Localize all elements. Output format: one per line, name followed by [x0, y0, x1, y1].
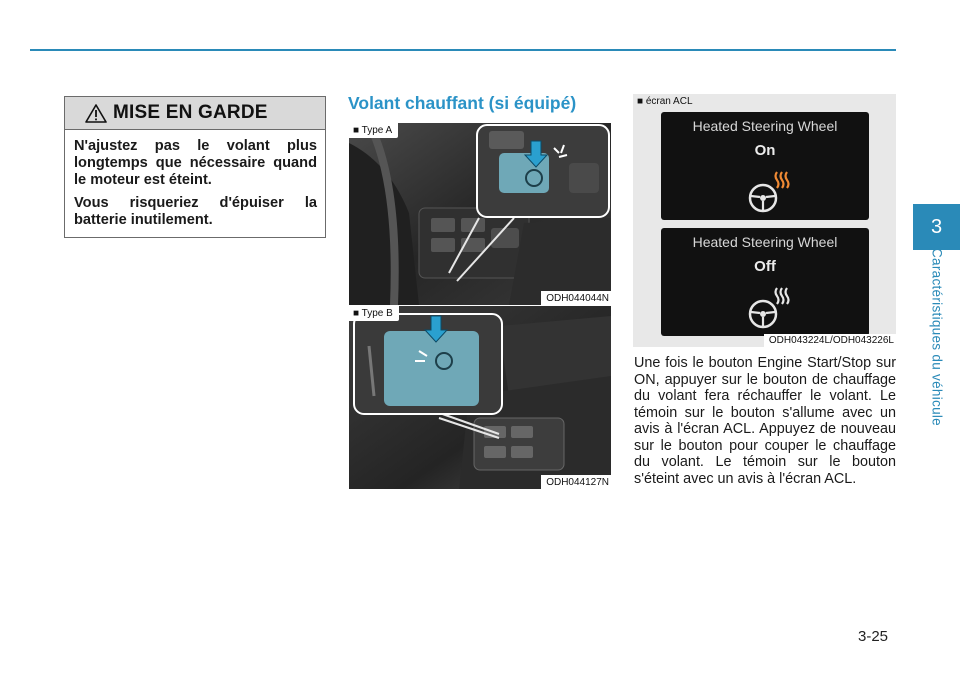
- header-rule: [30, 49, 896, 51]
- type-b-tag: ■ Type B: [349, 306, 399, 321]
- warning-title: MISE EN GARDE: [113, 102, 268, 123]
- warning-paragraph-2: Vous risqueriez d'épuiser la batterie inutilement.: [74, 195, 317, 228]
- lcd-state-off: Off: [754, 258, 776, 275]
- warning-box: [64, 96, 326, 238]
- warning-body: [65, 130, 325, 229]
- lcd-code: ODH043224L/ODH043226L: [764, 334, 896, 347]
- page-number: 3-25: [858, 628, 889, 645]
- lcd-state-on: On: [754, 142, 776, 159]
- section-title: Volant chauffant (si équipé): [348, 93, 577, 113]
- lcd-title-off: Heated Steering Wheel: [692, 234, 838, 250]
- photo-type-b: [349, 306, 611, 489]
- lcd-tag: ■ écran ACL: [637, 96, 693, 107]
- lcd-title-on: Heated Steering Wheel: [692, 118, 838, 134]
- heated-steering-on-icon: [747, 170, 791, 214]
- warning-paragraph-1: N'ajustez pas le volant plus longtemps que nécessaire quand le moteur est éteint.: [74, 138, 317, 188]
- chapter-label: Caractéristiques du véhicule: [929, 248, 945, 426]
- lcd-screen-on: [661, 112, 869, 220]
- warning-header: [65, 97, 325, 130]
- type-a-code: ODH044044N: [541, 291, 611, 305]
- type-b-code: ODH044127N: [541, 475, 611, 489]
- console-photo-a: [349, 123, 611, 305]
- heated-steering-off-icon: [747, 286, 791, 330]
- warning-triangle-icon: [85, 104, 107, 123]
- console-photo-b: [349, 306, 611, 489]
- lcd-screen-off: [661, 228, 869, 336]
- lcd-figure: [633, 94, 896, 347]
- type-a-tag: ■ Type A: [349, 123, 398, 138]
- body-paragraph: Une fois le bouton Engine Start/Stop sur ON, appuyer sur le bouton de chauffage du volant fera réchauffer le volant. Le témoin sur le bouton s'allume avec un avis à l'écran ACL. Appuyez de nouveau sur le bouton pour couper le chauffage du volant. Le témoin sur le bouton s'éteint avec un avis à l'écran ACL.: [634, 355, 896, 487]
- chapter-tab: 3: [913, 204, 960, 250]
- photo-type-a: [349, 123, 611, 305]
